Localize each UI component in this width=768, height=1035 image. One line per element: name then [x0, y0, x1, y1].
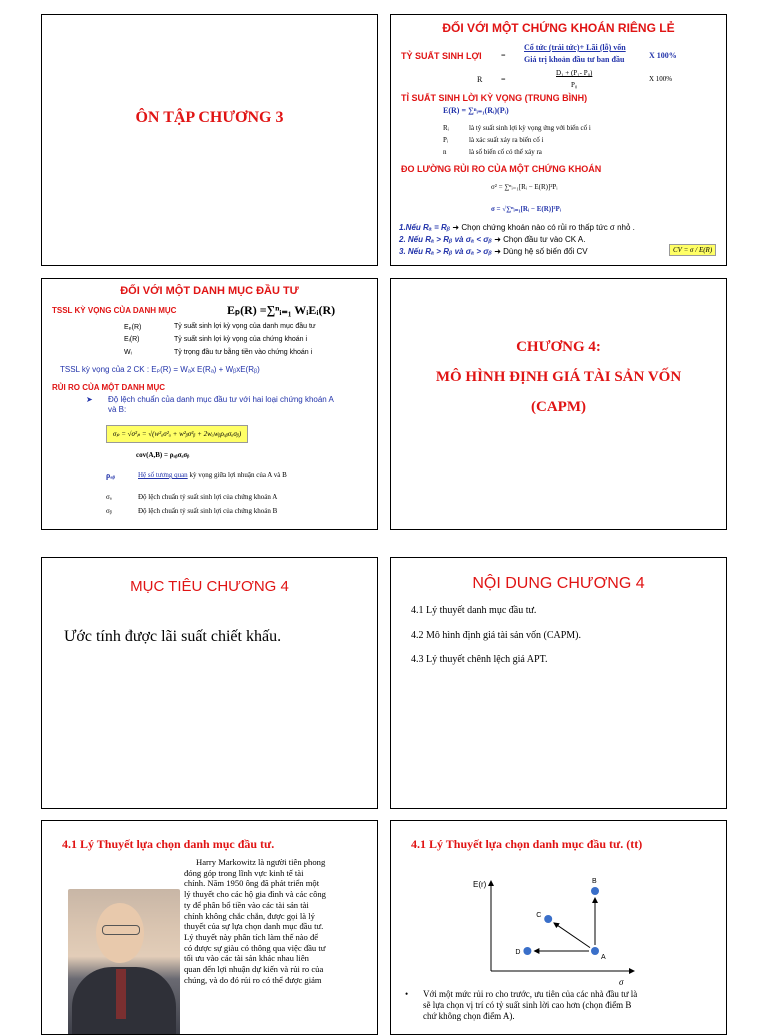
point-label-D: D: [515, 949, 521, 956]
text-line: Harry Markowitz là người tiên phong: [196, 857, 326, 867]
rho-text: kỳ vọng giữa lợi nhuận của A và B: [187, 471, 287, 479]
kv-formula: E(R) = ∑ⁿᵢ₌₁(Rᵢ)(Pᵢ): [443, 106, 509, 115]
bullet-line: Với một mức rủi ro cho trước, ưu tiên của các nhà đầu tư là: [423, 989, 638, 999]
sigma-a-text: Độ lệch chuẩn tỷ suất sinh lợi của chứng khoán A: [138, 493, 278, 501]
times-100: X 100%: [649, 51, 677, 60]
text-line: chính. Năm 1950 ông đã phát triển một: [184, 878, 320, 889]
body-text: [184, 857, 366, 985]
point-D: [523, 947, 531, 955]
risk-return-chart: [459, 871, 639, 991]
slide-title: ÔN TẬP CHƯƠNG 3: [135, 109, 284, 126]
def-text: là xác suất xảy ra biến cố i: [469, 136, 544, 144]
def-text: là số biến cố có thể xảy ra: [469, 148, 542, 156]
slide-body: Ước tính được lãi suất chiết khấu.: [64, 628, 282, 645]
rule-action: Chọn đầu tư vào CK A.: [503, 235, 586, 244]
def-text: Tỷ suất sinh lợi kỳ vọng của danh mục đầu tư: [174, 323, 316, 330]
risk-title: RỦI RO CỦA MỘT DANH MỤC: [52, 383, 166, 392]
sigma-b-symbol: σᵦ: [106, 507, 112, 515]
text-line: thuyết của sự lựa chọn danh mục đầu tư.: [184, 921, 324, 932]
bullet-line: chứ không chọn điểm A).: [423, 1011, 515, 1021]
def-sym: n: [443, 148, 447, 156]
rule-row: [399, 247, 588, 256]
arrow-icon: ➜: [494, 247, 501, 256]
ep-formula: Eₚ(R) =∑ⁿᵢ₌₁ WᵢEᵢ(R): [227, 303, 336, 317]
text-line: quan đến lợi nhuận dự kiến và rủi ro của: [184, 964, 324, 975]
chapter-title: MÔ HÌNH ĐỊNH GIÁ TÀI SẢN VỐN: [435, 369, 682, 385]
slide-5: [41, 557, 378, 809]
rho-link[interactable]: Hệ số tương quan: [138, 471, 188, 479]
def-text: Tỷ trọng đầu tư bằng tiền vào chứng khoán i: [174, 349, 313, 356]
text-line: chính không chắc chắn, được gọi là lý: [184, 910, 315, 921]
slide-title: ĐỐI VỚI MỘT DANH MỤC ĐẦU TƯ: [120, 285, 299, 297]
point-A: [591, 947, 599, 955]
bullet-text: Độ lệch chuẩn của danh mục đầu tư với hai loại chứng khoán A và B:: [108, 395, 334, 414]
equals-sign-2: =: [501, 75, 506, 84]
fraction-numerator: Cổ tức (trái tức)+ Lãi (lỗ) vốn: [524, 43, 626, 52]
tssl-label: TSSL KỲ VỌNG CỦA DANH MỤC: [52, 306, 177, 315]
arrow-icon: ➜: [494, 235, 501, 244]
slide-title: ĐỐI VỚI MỘT CHỨNG KHOÁN RIÊNG LẺ: [442, 21, 675, 35]
cv-formula: CV = σ / E(R): [669, 244, 716, 256]
bullet-text: [423, 989, 715, 1022]
rule-condition: 2. Nếu Rₐ > Rᵦ và σₐ < σᵦ: [399, 235, 492, 244]
bullet-arrow-icon: ➤: [86, 395, 93, 404]
r-numerator: D₁ + (P₁- P₀): [556, 69, 593, 77]
def-sym: Pᵢ: [443, 136, 449, 144]
text-line: có được sự giàu có thông qua việc đầu tư: [184, 942, 326, 953]
slide-title: 4.1 Lý Thuyết lựa chọn danh mục đầu tư. (tt): [411, 837, 643, 851]
r-label: R: [477, 75, 483, 84]
rule-row: [399, 223, 635, 232]
list-item: 4.3 Lý thuyết chênh lệch giá APT.: [411, 654, 548, 665]
equals-sign: =: [501, 51, 506, 60]
def-text: Tỷ suất sinh lợi kỳ vọng của chứng khoán i: [174, 336, 308, 343]
rule-condition: 1.Nếu Rₐ = Rᵦ: [399, 223, 451, 232]
arrow-icon: ➜: [452, 223, 460, 232]
rho-symbol: ρₐᵦ: [106, 471, 115, 480]
x-axis-label: σ: [619, 977, 624, 987]
text-line: lý thuyết cho các hộ gia đình và các công: [184, 889, 326, 900]
kv-title: TỈ SUẤT SINH LỜI KỲ VỌNG (TRUNG BÌNH): [401, 93, 588, 103]
rule-action: Chọn chứng khoán nào có rủi ro thấp tức σ nhỏ .: [461, 223, 635, 232]
bullet-line: sẽ lựa chọn vị trí có tỷ suất sinh lời cao hơn (chọn điểm B: [423, 1000, 632, 1010]
point-label-A: A: [601, 954, 606, 961]
def-sym: Eₚ(R): [124, 324, 142, 331]
text-line: Lý thuyết này phân tích làm thế nào để: [184, 931, 319, 942]
portrait-photo: [68, 889, 180, 1035]
r-times-100: X 100%: [649, 75, 673, 83]
def-sym: Wᵢ: [124, 349, 132, 356]
tie-shape: [116, 969, 126, 1019]
risk-title: ĐO LƯỜNG RỦI RO CỦA MỘT CHỨNG KHOÁN: [401, 164, 602, 174]
cov-formula: cov(A,B) = ρₐᵦσₐσᵦ: [136, 451, 190, 459]
arrow-A-to-C: [554, 923, 590, 948]
rule-action: Dùng hệ số biến đổi CV: [503, 247, 588, 256]
rule-row: [399, 235, 585, 244]
fraction-denominator: Giá trị khoản đầu tư ban đầu: [524, 55, 625, 64]
text-line: tối ưu vào các tài sản khác nhau liên: [184, 953, 309, 964]
text-line: chúng, và do đó rủi ro có thể được giảm: [184, 974, 322, 985]
slide-7: [41, 820, 378, 1035]
slide-title: 4.1 Lý Thuyết lựa chọn danh mục đầu tư.: [62, 837, 275, 851]
list-item: 4.2 Mô hình định giá tài sản vốn (CAPM).: [411, 630, 581, 641]
two-ck-formula: TSSL kỳ vọng của 2 CK : Eₚ(R) = Wₐx E(Rₐ) + WᵦxE(Rᵦ): [60, 365, 260, 374]
slide-1: [41, 14, 378, 266]
y-axis-label: E(r): [473, 880, 487, 889]
text-line: đóng góp trong lĩnh vực kinh tế tài: [184, 867, 304, 878]
rule-condition: 3. Nếu Rₐ > Rᵦ và σₐ > σᵦ: [399, 247, 492, 256]
slide-2: [390, 14, 727, 266]
point-B: [591, 887, 599, 895]
slide-3: [41, 278, 378, 530]
sigma-a-symbol: σₐ: [106, 493, 112, 501]
text-line: ty để phân bổ tiền vào các tài sản tài: [184, 899, 309, 910]
sd-formula: σ = √∑ⁿᵢ₌₁[Rᵢ − E(R)]²Pᵢ: [491, 205, 562, 213]
sigma-formula: σₚ = √σ²ₚ = √(w²ₐσ²ₐ + w²ᵦσ²ᵦ + 2wₐwᵦρₐᵦσₐσᵦ): [106, 425, 248, 443]
sigma-b-text: Độ lệch chuẩn tỷ suất sinh lợi của chứng khoán B: [138, 507, 278, 515]
rho-desc: [138, 471, 287, 479]
slide-8: [390, 820, 727, 1035]
slide-title: MỤC TIÊU CHƯƠNG 4: [130, 578, 289, 595]
chapter-label: CHƯƠNG 4:: [516, 339, 601, 355]
def-sym: Rᵢ: [443, 124, 449, 132]
point-C: [544, 915, 552, 923]
def-sym: Eᵢ(R): [124, 336, 140, 343]
tssl-label: TỶ SUẤT SINH LỢI: [401, 51, 482, 61]
slide-6: [390, 557, 727, 809]
list-item: 4.1 Lý thuyết danh mục đầu tư.: [411, 605, 537, 616]
chapter-subtitle: (CAPM): [531, 399, 586, 415]
slide-title: NỘI DUNG CHƯƠNG 4: [472, 575, 645, 592]
bullet-icon: •: [405, 989, 409, 999]
r-denominator: P₀: [571, 81, 578, 89]
def-text: là tỷ suất sinh lợi kỳ vọng ứng với biến cố i: [469, 124, 591, 132]
glasses-shape: [102, 925, 140, 935]
point-label-B: B: [592, 878, 597, 885]
point-label-C: C: [536, 912, 542, 919]
slide-4: [390, 278, 727, 530]
variance-formula: σ² = ∑ⁿᵢ₌₁[Rᵢ − E(R)]²Pᵢ: [491, 183, 558, 191]
